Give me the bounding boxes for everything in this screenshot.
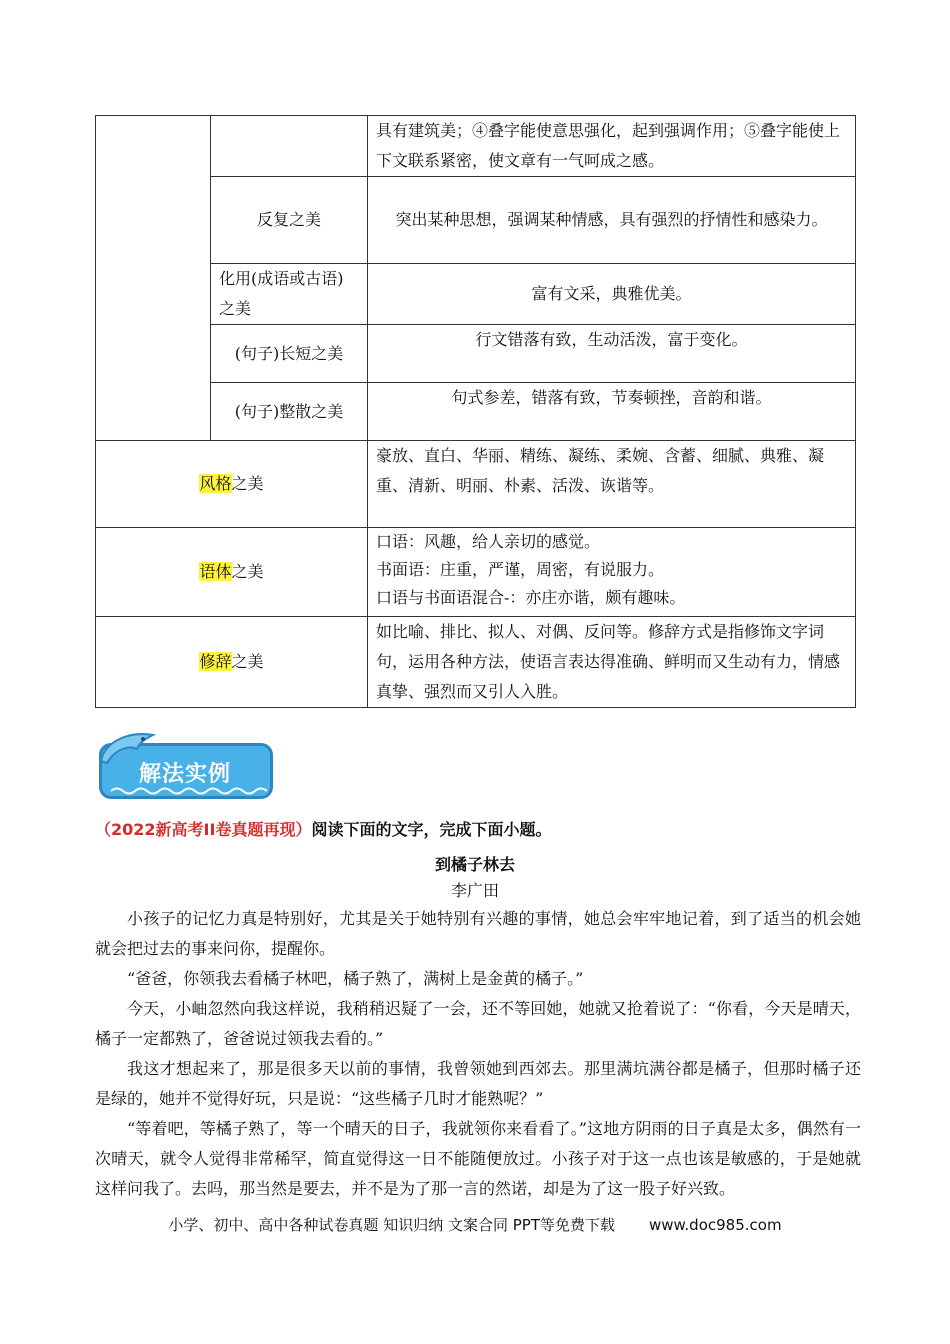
table-row xyxy=(96,441,856,528)
instruction-text: 阅读下面的文字，完成下面小题。 xyxy=(311,820,552,839)
table-row xyxy=(96,617,856,708)
table-cell: 富有文采，典雅优美。 xyxy=(368,264,856,325)
table-cell xyxy=(96,116,211,441)
table-row xyxy=(96,528,856,617)
highlight-text: 风格 xyxy=(199,474,232,493)
table-cell: (句子)整散之美 xyxy=(211,383,368,441)
article-title: 到橘子林去 xyxy=(434,855,515,874)
footer-site-link[interactable]: www.doc985.com xyxy=(648,1216,782,1234)
footer-text: 小学、初中、高中各种试卷真题 知识归纳 文案合同 PPT等免费下载 xyxy=(168,1216,615,1234)
label-text: 之美 xyxy=(231,652,264,671)
table-cell: 化用(成语或古语)之美 xyxy=(211,264,368,325)
table-cell: 如比喻、排比、拟人、对偶、反问等。修辞方式是指修饰文字词句，运用各种方法，使语言表达得准确、鲜明而又生动有力，情感真挚、强烈而又引人入胜。 xyxy=(368,617,856,708)
table-cell xyxy=(96,441,368,528)
table-cell xyxy=(211,116,368,177)
table-cell xyxy=(96,617,368,708)
beauty-table xyxy=(95,115,856,708)
article-paragraph: 小孩子的记忆力真是特别好，尤其是关于她特别有兴趣的事情，她总会牢牢地记着，到了适当的机会她就会把过去的事来问你，提醒你。 xyxy=(95,909,861,958)
text-line: 书面语：庄重，严谨，周密，有说服力。 xyxy=(376,560,665,579)
table-cell: 反复之美 xyxy=(211,177,368,264)
highlight-text: 修辞 xyxy=(199,652,232,671)
article-paragraph: “爸爸，你领我去看橘子林吧，橘子熟了，满树上是金黄的橘子。” xyxy=(127,969,584,988)
table-cell xyxy=(96,528,368,617)
label-text: 之美 xyxy=(231,474,264,493)
table-cell: 突出某种思想，强调某种情感，具有强烈的抒情性和感染力。 xyxy=(368,177,856,264)
text-line: 口语：风趣，给人亲切的感觉。 xyxy=(376,532,601,551)
table-cell: 具有建筑美；④叠字能使意思强化，起到强调作用；⑤叠字能使上下文联系紧密，使文章有一气呵成之感。 xyxy=(368,116,856,177)
page-footer xyxy=(0,1214,950,1235)
table-cell: 豪放、直白、华丽、精练、凝练、柔婉、含蓄、细腻、典雅、凝重、清新、明丽、朴素、活泼、诙谐等。 xyxy=(368,441,856,528)
solution-example-banner xyxy=(95,727,279,805)
article-paragraph: “等着吧，等橘子熟了，等一个晴天的日子，我就领你来看看了。”这地方阴雨的日子真是太多，偶然有一次晴天，就令人觉得非常稀罕，简直觉得这一日不能随便放过。小孩子对于这一点也该是敏感的，于是她就这样问我了。去吗，那当然是要去，并不是为了那一言的然诺，却是为了这一股子好兴致。 xyxy=(95,1119,861,1198)
article-paragraph: 今天，小岫忽然向我这样说，我稍稍迟疑了一会，还不等回她，她就又抢着说了：“你看，今天是晴天，橘子一定都熟了，爸爸说过领我去看的。” xyxy=(95,999,861,1048)
table-cell: 句式参差，错落有致，节奏顿挫，音韵和谐。 xyxy=(368,383,856,441)
table-cell xyxy=(368,528,856,617)
table-cell: 行文错落有致，生动活泼，富于变化。 xyxy=(368,325,856,383)
table-cell: (句子)长短之美 xyxy=(211,325,368,383)
banner-label: 解法实例 xyxy=(139,762,232,787)
table-row xyxy=(96,116,856,177)
text-line: 口语与书面语混合-：亦庄亦谐，颇有趣味。 xyxy=(376,588,686,607)
article-paragraph: 我这才想起来了，那是很多天以前的事情，我曾领她到西郊去。那里满坑满谷都是橘子，但那时橘子还是绿的，她并不觉得好玩，只是说：“这些橘子几时才能熟呢？” xyxy=(95,1059,861,1108)
article-author: 李广田 xyxy=(450,881,499,900)
highlight-text: 语体 xyxy=(199,562,232,581)
question-intro xyxy=(95,816,861,844)
label-text: 之美 xyxy=(231,562,264,581)
source-label: （2022新高考II卷真题再现） xyxy=(95,820,312,839)
